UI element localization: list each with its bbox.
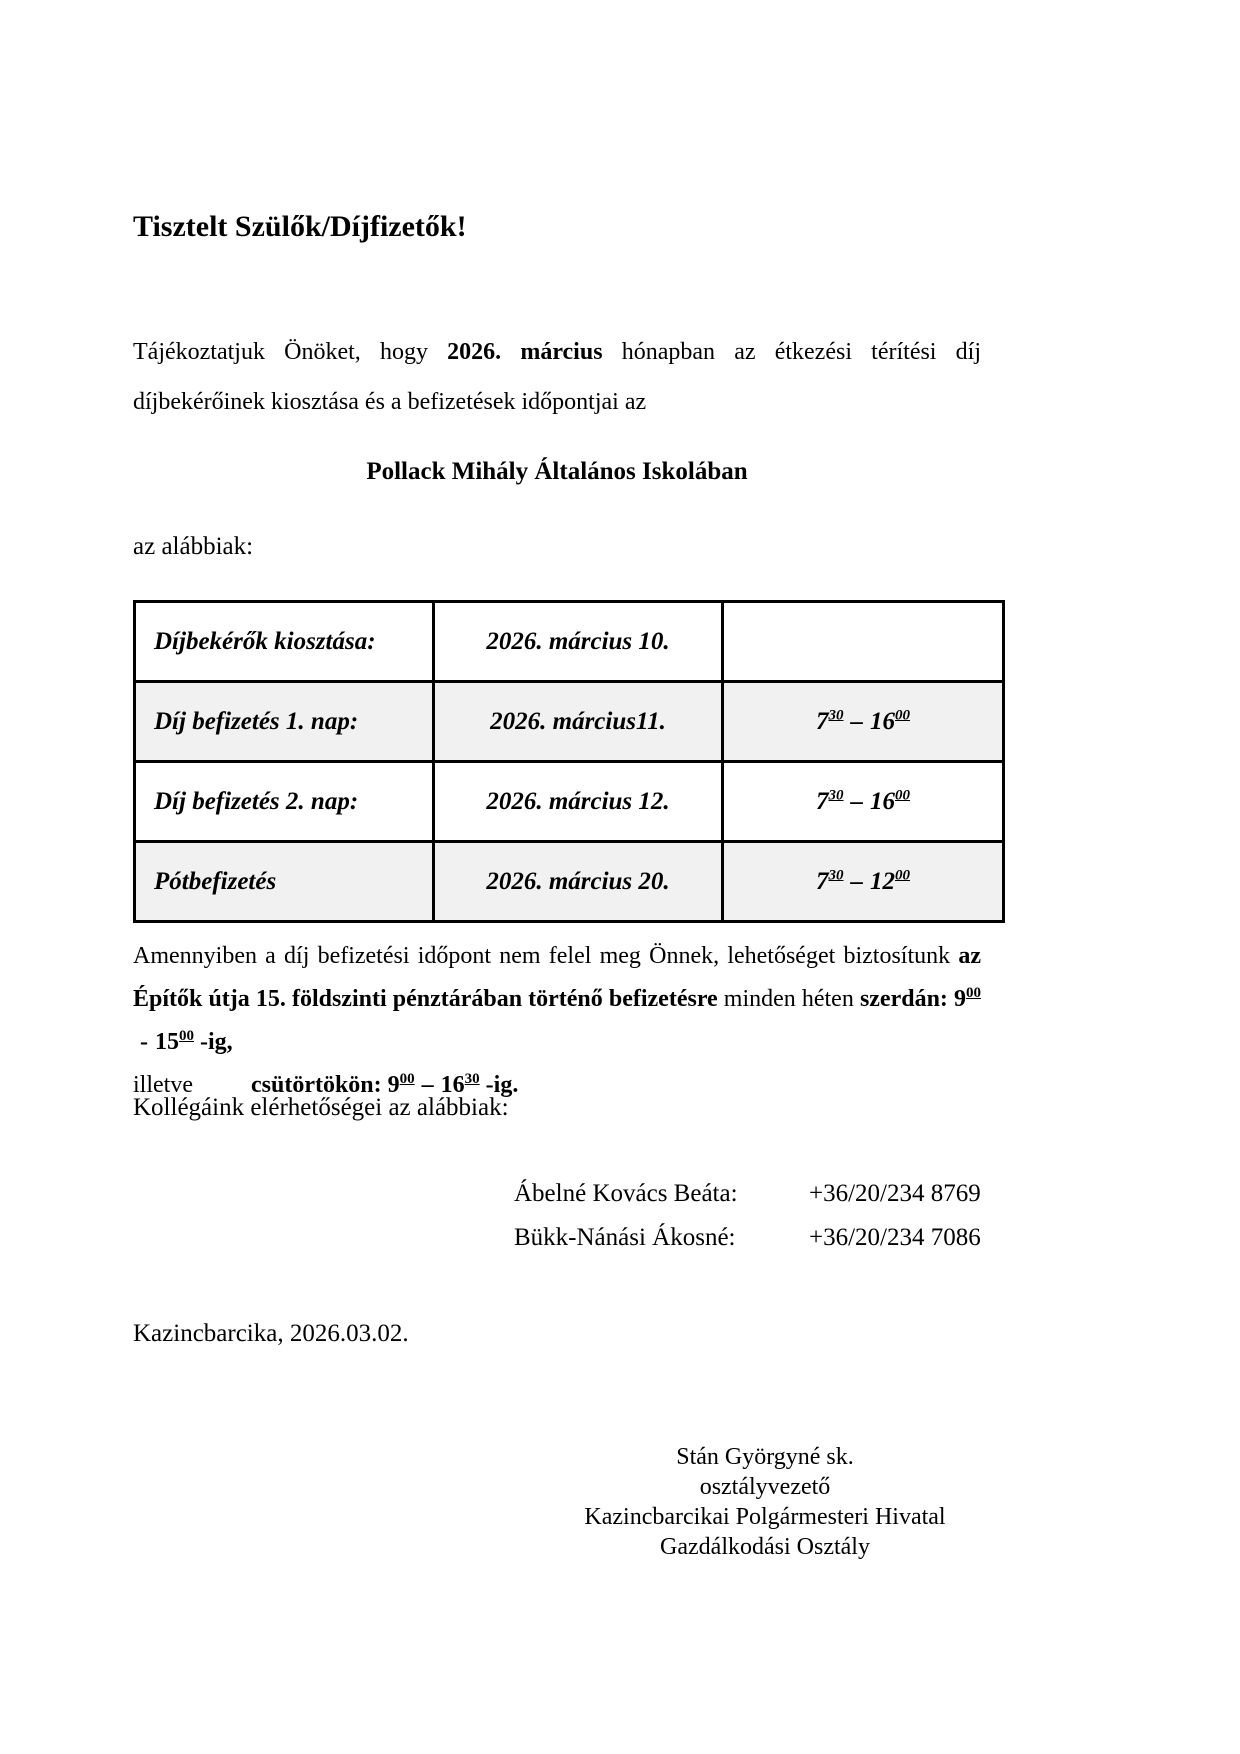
- letter-title: Tisztelt Szülők/Díjfizetők!: [133, 210, 467, 243]
- intro-month-bold: 2026. március: [447, 339, 603, 365]
- time-dash: -: [140, 1029, 148, 1055]
- time-hour-start: 7: [816, 787, 829, 815]
- time-hour-end: 15: [155, 1029, 179, 1055]
- time-min-start: 00: [399, 1071, 415, 1087]
- contact-name: Bükk-Nánási Ákosné:: [514, 1224, 736, 1251]
- table-cell-date: 2026. március 10.: [434, 602, 723, 682]
- table-row: [135, 842, 1004, 922]
- table-cell-date: 2026. március11.: [434, 682, 723, 762]
- time-dash: –: [421, 1072, 434, 1098]
- table-cell-time: [723, 682, 1004, 762]
- contact-phone: +36/20/234 7086: [809, 1224, 981, 1251]
- payment-text-1: Amennyiben a díj befizetési időpont nem felel meg Önnek, lehetőséget biztosítunk: [133, 943, 959, 969]
- time-min-end: 00: [895, 787, 910, 804]
- table-row: [135, 602, 1004, 682]
- schedule-table: [133, 600, 1005, 923]
- signature-role: osztályvezető: [699, 1474, 831, 1500]
- contact-phone: +36/20/234 8769: [809, 1180, 981, 1207]
- table-cell-time: [723, 762, 1004, 842]
- time-min-end: 00: [179, 1028, 194, 1044]
- payment-paragraph: [133, 935, 981, 1107]
- signature-block: [565, 1442, 965, 1562]
- time-min-end: 30: [464, 1071, 480, 1087]
- payment-ig-2: -ig.: [479, 1072, 519, 1098]
- time-hour-end: 16: [870, 787, 895, 815]
- payment-text-2: minden héten: [717, 986, 860, 1012]
- time-min-start: 30: [828, 707, 844, 724]
- signature-department: Gazdálkodási Osztály: [660, 1534, 870, 1560]
- time-min-start: 30: [828, 787, 844, 804]
- payment-address-bold: az Építők útja 15. földszinti pénztárában történő befizetésre: [133, 943, 981, 1012]
- payment-ig-1: -ig,: [194, 1029, 233, 1055]
- time-min-start: 00: [966, 985, 982, 1001]
- contact-name: Ábelné Kovács Beáta:: [514, 1180, 738, 1207]
- time-hour-start: 7: [816, 707, 829, 735]
- signature-name: Stán Györgyné sk.: [676, 1444, 854, 1470]
- intro-paragraph: [133, 327, 981, 427]
- time-hour-start: 7: [816, 867, 829, 895]
- table-cell-label: Pótbefizetés: [135, 842, 434, 922]
- time-dash: –: [850, 707, 863, 735]
- signature-office: Kazincbarcikai Polgármesteri Hivatal: [584, 1504, 946, 1530]
- table-cell-date: 2026. március 12.: [434, 762, 723, 842]
- contacts-heading: Kollégáink elérhetőségei az alábbiak:: [133, 1094, 509, 1121]
- intro-text-2: hónapban az étkezési térítési díj díjbekérőinek kiosztása és a befizetések időpontjai az: [133, 339, 981, 415]
- time-hour-start: 9: [387, 1072, 400, 1098]
- time-hour-end: 16: [440, 1072, 465, 1098]
- table-cell-label: Díjbekérők kiosztása:: [135, 602, 434, 682]
- table-cell-label: Díj befizetés 2. nap:: [135, 762, 434, 842]
- below-label: az alábbiak:: [133, 533, 254, 560]
- school-name-line: Pollack Mihály Általános Iskolában: [366, 458, 748, 485]
- time-dash: –: [850, 787, 863, 815]
- time-hour-end: 16: [870, 707, 895, 735]
- table-row: [135, 762, 1004, 842]
- time-hour-start: 9: [954, 986, 967, 1012]
- table-cell-time: [723, 842, 1004, 922]
- intro-text-1: Tájékoztatjuk Önöket, hogy: [133, 339, 448, 365]
- time-min-end: 00: [895, 867, 910, 884]
- date-line: Kazincbarcika, 2026.03.02.: [133, 1320, 409, 1347]
- payment-text-3: illetve: [133, 1072, 193, 1098]
- time-dash: –: [850, 867, 863, 895]
- time-hour-end: 12: [870, 867, 895, 895]
- table-cell-label: Díj befizetés 1. nap:: [135, 682, 434, 762]
- payment-wednesday-bold: szerdán:: [859, 986, 955, 1012]
- table-row: [135, 682, 1004, 762]
- time-min-start: 30: [828, 867, 844, 884]
- time-min-end: 00: [895, 707, 910, 724]
- table-cell-time: [723, 602, 1004, 682]
- table-cell-date: 2026. március 20.: [434, 842, 723, 922]
- contacts-list: [514, 1172, 981, 1260]
- payment-thursday-bold: csütörtökön:: [250, 1072, 388, 1098]
